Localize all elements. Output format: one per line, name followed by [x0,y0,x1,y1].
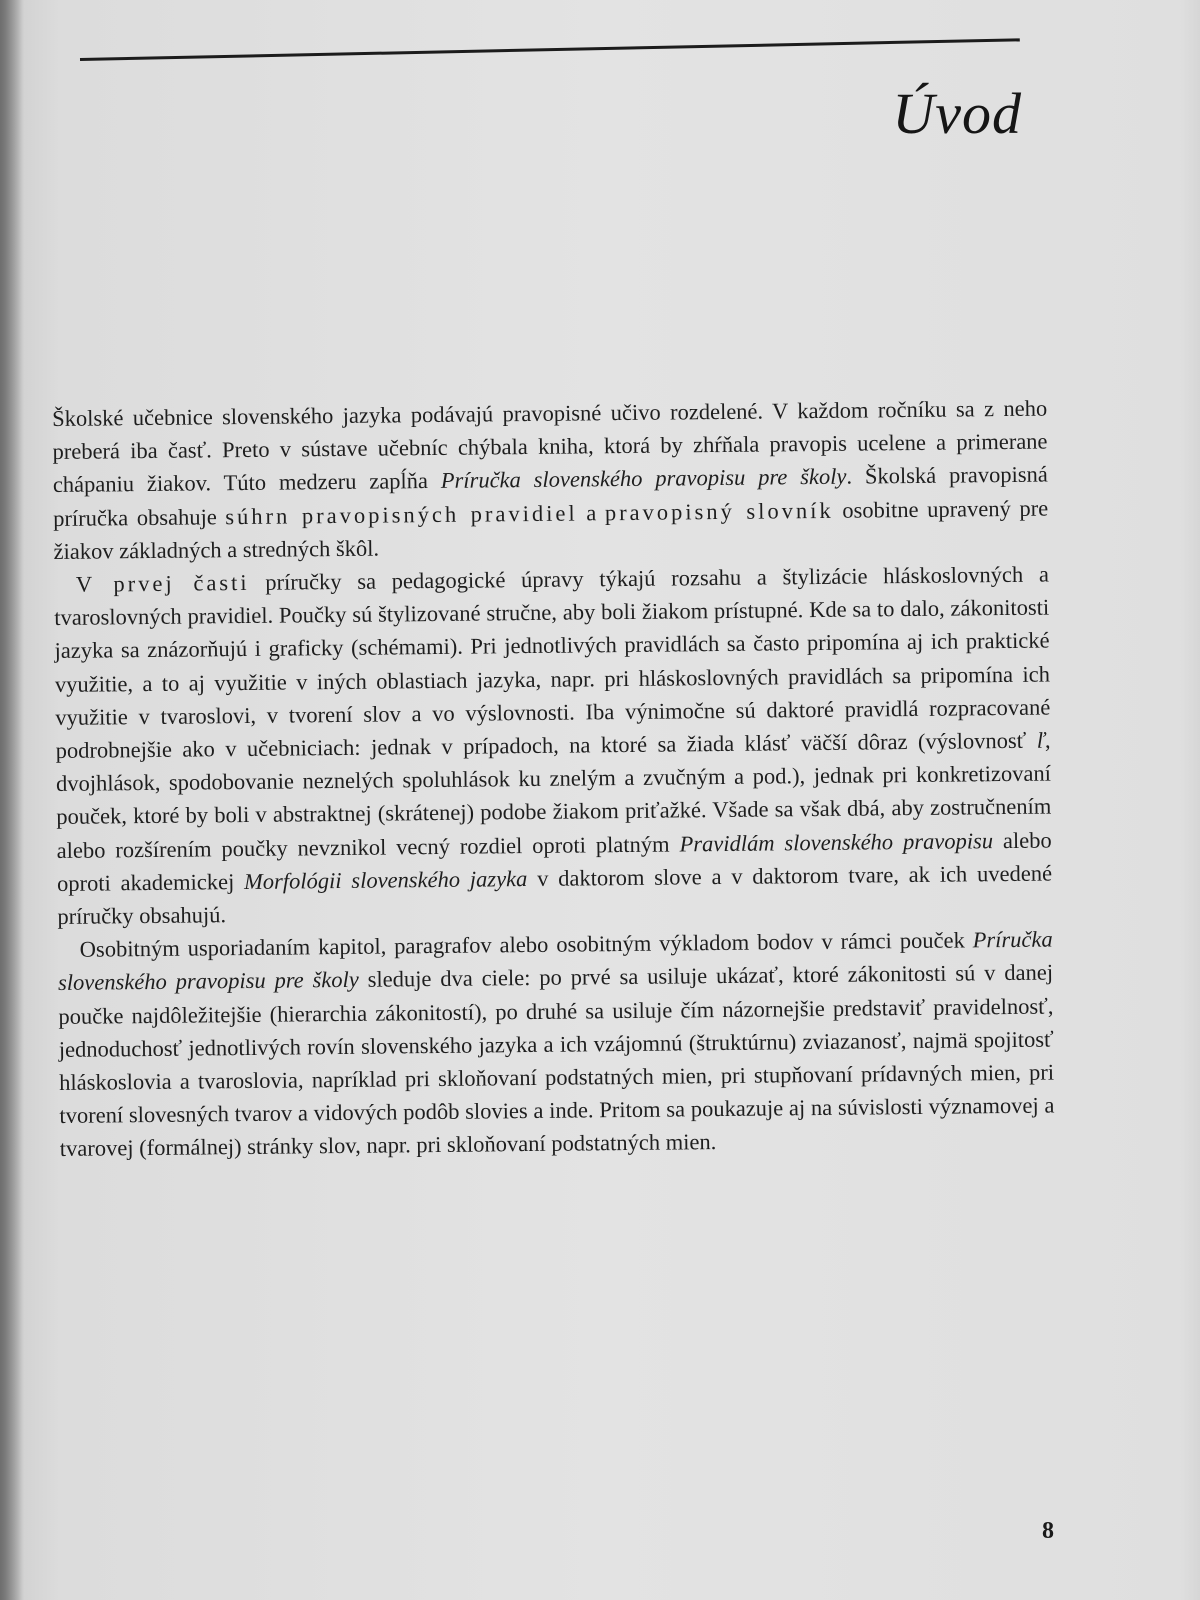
chapter-title: Úvod [892,81,1022,146]
p2-spaced: V prvej časti [75,569,250,597]
body-text [52,392,1055,1166]
paragraph-1 [52,392,1049,568]
p2-text-d: v daktorom slove a v daktorom tvare, ak ich uvedené príručky obsahujú. [57,860,1053,930]
p2-l-italic: ľ [1036,727,1046,753]
p1-text-a: Školské učebnice slovenského jazyka podávajú pravopisné učivo rozdelené. V každom ročníku sa z neho preberá iba časť. Preto v sústave učebníc chýbala kniha, ktorá by zhŕňala pravopis ucelene a primerane chápaniu žiakov. Túto medzeru zapĺňa [52,395,1048,498]
p2-title-1: Pravidlám slovenského pravopisu [679,827,994,857]
p3-text-a: Osobitným usporiadaním kapitol, paragrafov alebo osobitným výkladom bodov v rámci pouček [79,927,973,962]
p1-text-c: a [577,499,605,526]
p2-text-a: príručky sa pedagogické úpravy týkajú rozsahu a štylizácie hláskoslovných a tvaroslovných pravidiel. Poučky sú štylizované stručne, aby boli žiakom prístupné. Kde sa to dalo, zákonitosti jazyka sa znázorňujú i graficky (schémami). Pri jednotlivých pravidlách sa často pripomína aj ich praktické využitie, a to aj využitie v iných oblastiach jazyka, napr. pri hláskoslovných pravidlách sa pripomína ich využitie v tvaroslovi, v tvorení slov a vo výslovnosti. Iba výnimočne sú daktoré pravidlá rozpracované podrobnejšie ako v učebniciach: jednak v prípadoch, na ktoré sa žiada klásť väčší dôraz (výslovnosť [54,561,1051,764]
p2-text-b: , dvojhlások, spodobovanie neznelých spoluhlások ku znelým a zvučným a pod.), jednak pri konkretizovaní pouček, ktoré by boli v abstraktnej (skrátenej) podobe žiakom priťažké. Všade sa však dbá, aby zostručnením alebo rozšírením poučky nevznikol vecný rozdiel oproti platným [55,727,1052,863]
paragraph-2 [54,558,1053,934]
p2-title-2: Morfológii slovenského jazyka [243,865,528,894]
p1-spaced-1: súhrn pravopisných pravidiel [225,500,578,529]
p3-text-b: sleduje dva ciele: po prvé sa usiluje ukázať, ktoré zákonitosti sú v danej poučke najdôležitejšie (hierarchia zákonitostí), po druhé sa usiluje čím názornejšie predstaviť pravidelnosť, jednoduchosť jednotlivých rovín slovenského jazyka a ich vzájomnú (štruktúrnu) zviazanosť, najmä spojitosť hláskoslovia a tvaroslovia, napríklad pri skloňovaní podstatných mien, pri stupňovaní prídavných mien, pri tvorení slovesných tvarov a vidových podôb slovies a inde. Pritom sa poukazuje aj na súvislosti významovej a tvarovej (formálnej) stránky slov, napr. pri skloňovaní podstatných mien. [58,960,1055,1162]
chapter-rule [80,38,1020,61]
p3-book-title: Príručka slovenského pravopisu pre školy [57,926,1053,996]
p1-text-d: osobitne upravený pre žiakov základných a stredných škôl. [53,495,1049,564]
paragraph-3 [58,923,1055,1166]
page-number: 8 [1042,1518,1054,1544]
p1-book-title: Príručka slovenského pravopisu pre školy [440,464,847,494]
p1-spaced-2: pravopisný slovník [604,497,834,525]
p1-text-b: . Školská pravopisná príručka obsahuje [53,461,1048,531]
spine-shadow [0,0,24,1600]
p2-text-c: alebo oproti akademickej [56,827,1052,896]
